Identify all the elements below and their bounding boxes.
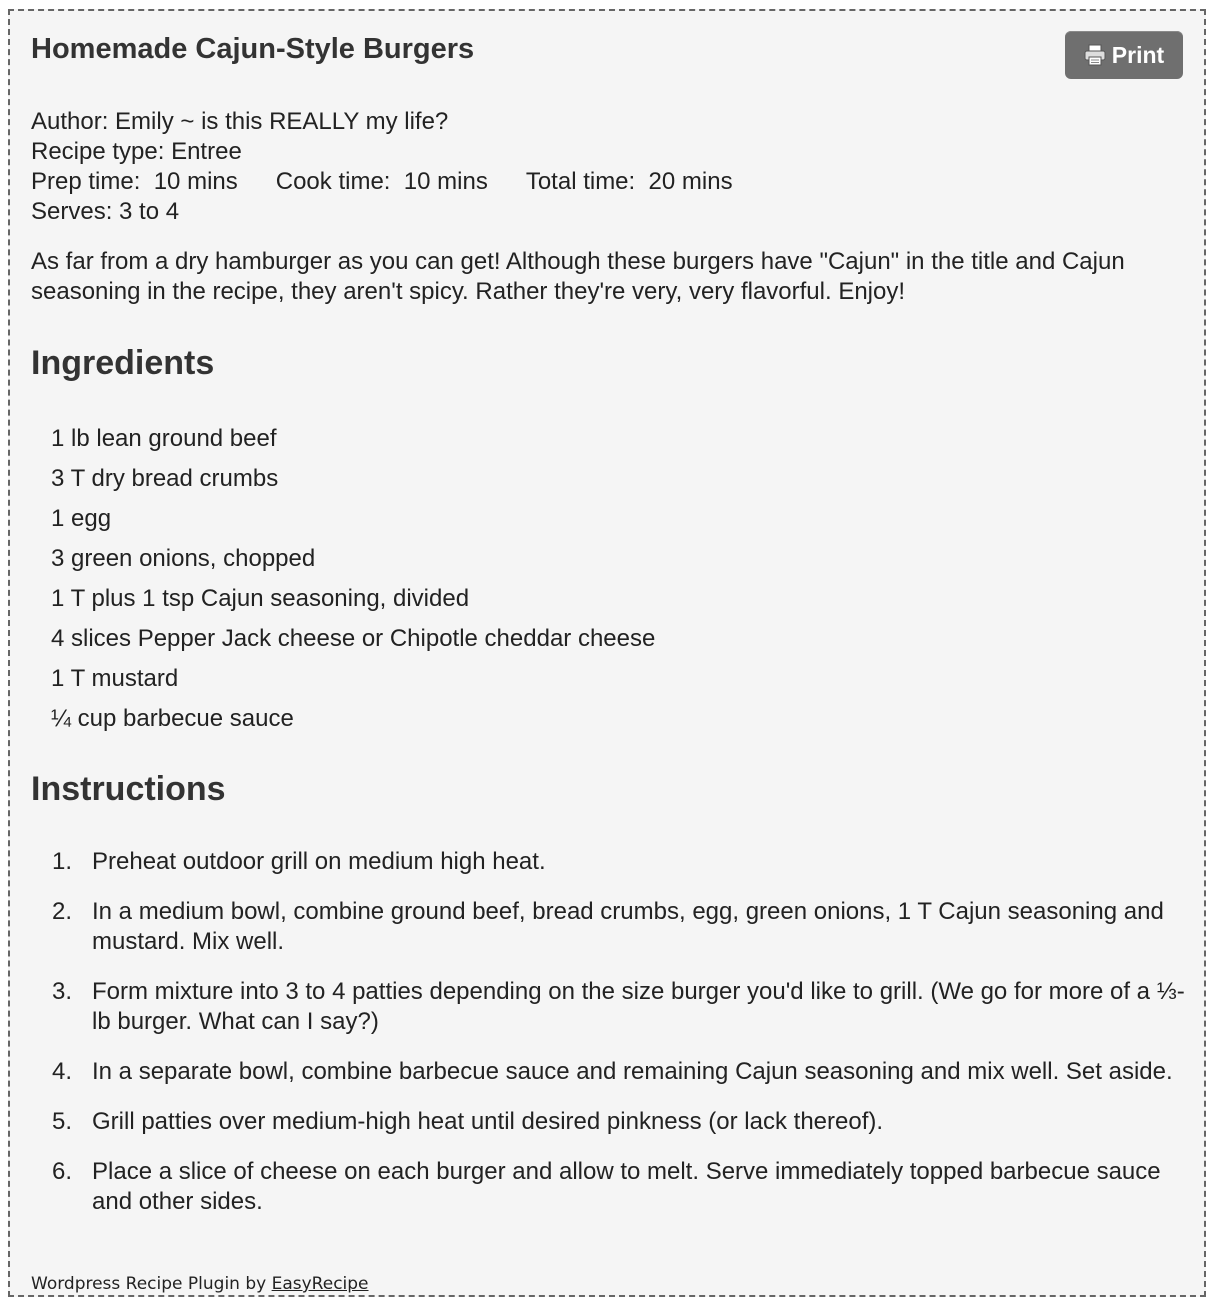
cook-time: Cook time: 10 mins <box>275 168 488 195</box>
instruction-step <box>52 1057 1192 1087</box>
instruction-step <box>52 847 1192 877</box>
instructions-list <box>52 847 1192 1237</box>
step-text: Place a slice of cheese on each burger and allow to melt. Serve immediately topped barbecue sauce and other sides. <box>92 1158 1161 1215</box>
print-button-label: Print <box>1111 41 1165 68</box>
ingredient-item: 1 egg <box>51 505 112 532</box>
step-text: Preheat outdoor grill on medium high heat. <box>92 848 546 875</box>
recipe-meta <box>31 107 733 227</box>
ingredient-item: 1 T plus 1 tsp Cajun seasoning, divided <box>51 585 470 612</box>
ingredient-item: 1 T mustard <box>51 665 179 692</box>
recipe-type: Recipe type: Entree <box>31 138 242 165</box>
instruction-step <box>52 897 1192 957</box>
print-button[interactable] <box>1065 31 1183 79</box>
recipe-title: Homemade Cajun-Style Burgers <box>31 33 475 65</box>
recipe-times <box>31 167 733 197</box>
total-time: Total time: 20 mins <box>525 168 733 195</box>
ingredient-item: 3 T dry bread crumbs <box>51 465 279 492</box>
ingredient-item: 4 slices Pepper Jack cheese or Chipotle cheddar cheese <box>51 625 656 652</box>
ingredient-item: 1 lb lean ground beef <box>51 425 277 452</box>
prep-time: Prep time: 10 mins <box>31 168 238 195</box>
step-text: Form mixture into 3 to 4 patties depending on the size burger you'd like to grill. (We go for more of a ⅓-lb burger. What can I say?) <box>92 978 1185 1035</box>
printer-icon <box>1084 44 1106 66</box>
recipe-card <box>8 9 1206 1297</box>
step-number: 3. <box>52 978 73 1005</box>
step-number: 4. <box>52 1058 73 1085</box>
plugin-credit-text: Wordpress Recipe Plugin by <box>31 1274 272 1294</box>
recipe-summary: As far from a dry hamburger as you can get! Although these burgers have "Cajun" in the title and Cajun seasoning in the recipe, they aren't spicy. Rather they're very, very flavorful. Enjoy! <box>31 248 1125 305</box>
plugin-credit <box>31 1273 369 1295</box>
instruction-step <box>52 1157 1192 1217</box>
instructions-heading: Instructions <box>31 770 226 808</box>
recipe-serves: Serves: 3 to 4 <box>31 198 180 225</box>
instruction-step <box>52 1107 1192 1137</box>
ingredient-item: ¼ cup barbecue sauce <box>51 705 294 732</box>
step-number: 6. <box>52 1158 73 1185</box>
easyrecipe-link[interactable]: EasyRecipe <box>271 1274 369 1294</box>
ingredients-list <box>51 419 655 739</box>
instruction-step <box>52 977 1192 1037</box>
ingredients-heading: Ingredients <box>31 344 215 382</box>
step-text: In a medium bowl, combine ground beef, bread crumbs, egg, green onions, 1 T Cajun seasoning and mustard. Mix well. <box>92 898 1164 955</box>
recipe-author: Author: Emily ~ is this REALLY my life? <box>31 108 449 135</box>
step-text: Grill patties over medium-high heat until desired pinkness (or lack thereof). <box>92 1108 884 1135</box>
step-text: In a separate bowl, combine barbecue sauce and remaining Cajun seasoning and mix well. Set aside. <box>92 1058 1173 1085</box>
ingredient-item: 3 green onions, chopped <box>51 545 316 572</box>
step-number: 1. <box>52 848 73 875</box>
step-number: 5. <box>52 1108 73 1135</box>
step-number: 2. <box>52 898 73 925</box>
